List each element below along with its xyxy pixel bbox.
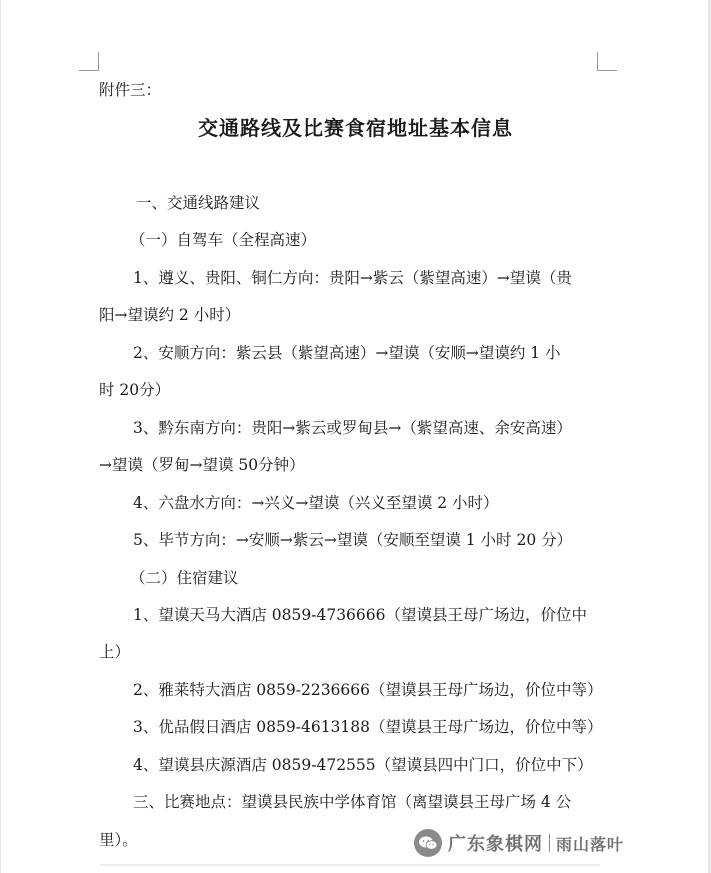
watermark-divider <box>549 834 550 852</box>
watermark-author: 雨山落叶 <box>556 834 625 854</box>
route-line-cont: 时 20分） <box>99 381 171 399</box>
section-heading: 一、交通线路建议 <box>136 194 261 212</box>
wechat-icon <box>414 829 442 857</box>
document-title: 交通路线及比赛食宿地址基本信息 <box>198 116 513 140</box>
hotel-line: 4、望谟县庆源酒店 0859-472555（望谟县四中门口，价位中下） <box>133 756 593 774</box>
route-line-cont: 阳→望谟约 2 小时） <box>99 306 241 324</box>
route-line: 3、黔东南方向：贵阳→紫云或罗甸县→（紫望高速、余安高速） <box>133 419 572 437</box>
crop-mark-top-right <box>597 52 617 71</box>
subsection-heading: （一）自驾车（全程高速） <box>130 231 317 249</box>
route-line: 5、毕节方向：→安顺→紫云→望谟（安顺至望谟 1 小时 20 分） <box>133 531 573 549</box>
route-line: 1、遵义、贵阳、铜仁方向：贵阳→紫云（紫望高速）→望谟（贵 <box>133 269 572 287</box>
route-line-cont: →望谟（罗甸→望谟 50分钟） <box>99 456 305 474</box>
watermark <box>414 826 624 860</box>
hotel-line: 1、望谟天马大酒店 0859-4736666（望谟县王母广场边，价位中 <box>133 606 588 624</box>
venue-line: 三、比赛地点：望谟县民族中学体育馆（离望谟县王母广场 4 公 <box>133 793 572 811</box>
hotel-line: 3、优品假日酒店 0859-4613188（望谟县王母广场边，价位中等） <box>133 718 603 736</box>
subsection-heading: （二）住宿建议 <box>130 569 239 587</box>
venue-line-cont: 里）。 <box>99 831 138 849</box>
hotel-line-cont: 上） <box>99 643 131 661</box>
crop-mark-top-left <box>79 52 99 71</box>
route-line: 2、安顺方向：紫云县（紫望高速）→望谟（安顺→望谟约 1 小 <box>133 344 561 362</box>
route-line: 4、六盘水方向：→兴义→望谟（兴义至望谟 2 小时） <box>133 494 499 512</box>
watermark-account: 广东象棋网 <box>448 834 543 855</box>
partial-next-line <box>100 864 600 866</box>
attachment-label: 附件三： <box>99 81 162 99</box>
hotel-line: 2、雅莱特大酒店 0859-2236666（望谟县王母广场边，价位中等） <box>133 681 603 699</box>
